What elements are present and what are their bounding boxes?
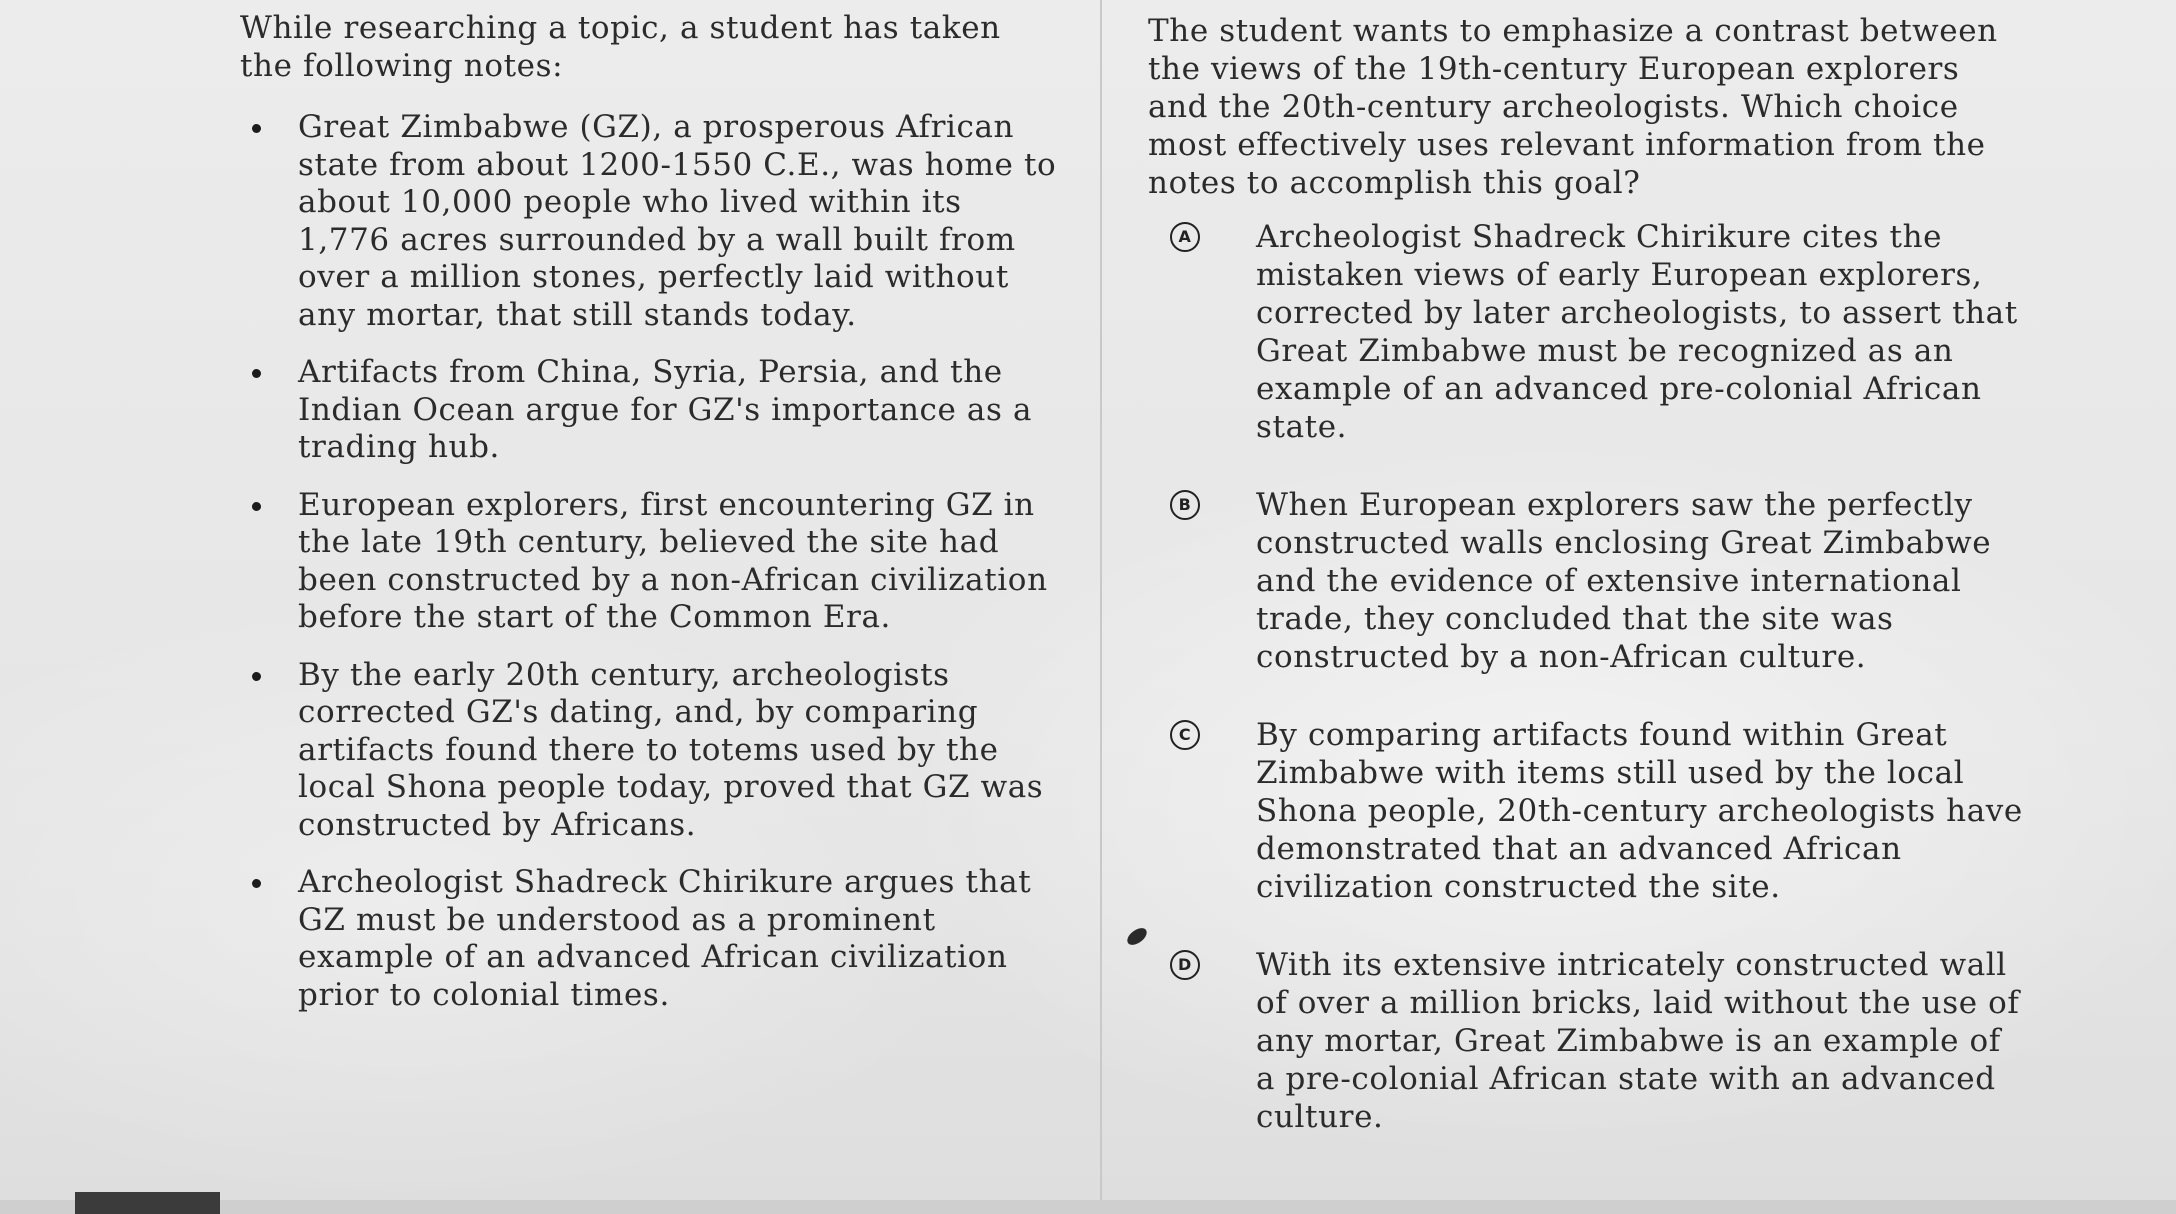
note-text: Archeologist Shadreck Chirikure argues that GZ must be understood as a prominent example of an advanced African civilization prior to colonial times.: [298, 864, 1032, 1013]
choice-a-bubble[interactable]: A: [1170, 222, 1200, 252]
bullet-icon: [252, 672, 261, 681]
choice-d-bubble[interactable]: D: [1170, 950, 1200, 980]
note-item: [240, 354, 1060, 467]
question-stem: The student wants to emphasize a contrast between the views of the 19th-century European explorers and the 20th-century archeologists. Which choice most effectively uses relevant information from the notes to accomplish this goal?: [1148, 13, 1998, 201]
choice-d-text: With its extensive intricately constructed wall of over a million bricks, laid without the use of any mortar, Great Zimbabwe is an example of a pre-colonial African state with an advanced culture.: [1256, 947, 2020, 1135]
note-item: [240, 657, 1060, 845]
note-item: [240, 109, 1060, 334]
answer-choice-d[interactable]: [1148, 946, 2028, 1136]
bullet-icon: [252, 879, 261, 888]
page-bottom-edge: [0, 1200, 2176, 1214]
note-item: [240, 487, 1060, 637]
bullet-icon: [252, 502, 261, 511]
notes-intro: While researching a topic, a student has taken the following notes:: [240, 10, 1001, 84]
bullet-icon: [252, 369, 261, 378]
notes-list: [240, 109, 1060, 1014]
note-text: Great Zimbabwe (GZ), a prosperous African state from about 1200-1550 C.E., was home to about 10,000 people who lived within its 1,776 acres surrounded by a wall built from over a million stones, perfectly laid without any mortar, that still stands today.: [298, 109, 1057, 333]
answer-choice-a[interactable]: [1148, 218, 2028, 446]
notes-column: [240, 10, 1060, 1034]
note-text: Artifacts from China, Syria, Persia, and the Indian Ocean argue for GZ's importance as a trading hub.: [298, 354, 1033, 465]
choice-c-text: By comparing artifacts found within Great Zimbabwe with items still used by the local Shona people, 20th-century archeologists have demonstrated that an advanced African civilization constructed the site.: [1256, 717, 2023, 905]
bullet-icon: [252, 124, 261, 133]
note-item: [240, 864, 1060, 1014]
choice-b-text: When European explorers saw the perfectly constructed walls enclosing Great Zimbabwe and the evidence of extensive international trade, they concluded that the site was constructed by a non-African culture.: [1256, 487, 1992, 675]
choice-a-text: Archeologist Shadreck Chirikure cites the mistaken views of early European explorers, corrected by later archeologists, to assert that Great Zimbabwe must be recognized as an example of an advanced pre-colonial African state.: [1256, 219, 2018, 445]
note-text: By the early 20th century, archeologists corrected GZ's dating, and, by comparing artifacts found there to totems used by the local Shona people today, proved that GZ was constructed by Africans.: [298, 656, 1044, 843]
pencil-mark: [1124, 926, 1150, 948]
choice-c-bubble[interactable]: C: [1170, 720, 1200, 750]
page-number-tab: [75, 1192, 220, 1214]
note-text: European explorers, first encountering GZ in the late 19th century, believed the site had been constructed by a non-African civilization before the start of the Common Era.: [298, 486, 1048, 635]
question-column: [1148, 12, 2028, 1176]
answer-choice-c[interactable]: [1148, 716, 2028, 906]
choice-b-bubble[interactable]: B: [1170, 490, 1200, 520]
answer-choice-b[interactable]: [1148, 486, 2028, 676]
column-divider: [1100, 0, 1102, 1200]
